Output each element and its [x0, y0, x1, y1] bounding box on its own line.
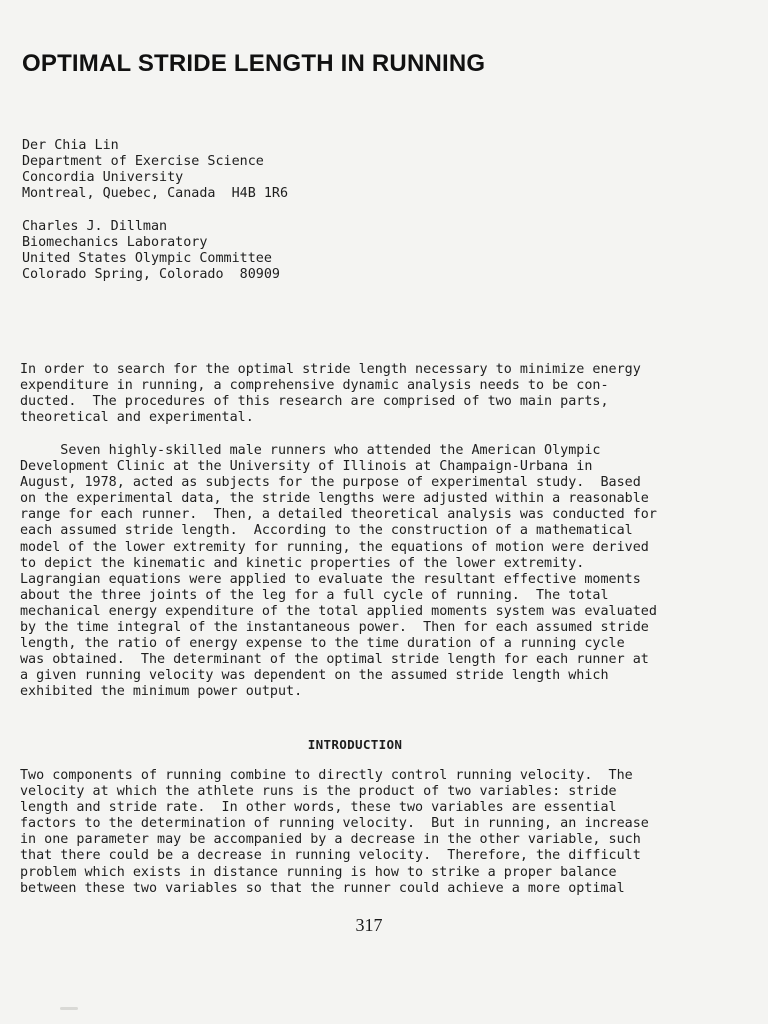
text-line: on the experimental data, the stride lengths were adjusted within a reasonable: [20, 491, 649, 507]
author-institution: United States Olympic Committee: [22, 251, 272, 267]
text-line: Two components of running combine to directly control running velocity. The: [20, 768, 633, 783]
text-line: in one parameter may be accompanied by a decrease in the other variable, such: [20, 832, 641, 848]
text-line: Development Clinic at the University of Illinois at Champaign-Urbana in: [20, 459, 593, 475]
scan-smudge: [60, 1007, 78, 1010]
author-name: Der Chia Lin: [22, 138, 119, 153]
author-address: Montreal, Quebec, Canada H4B 1R6: [22, 186, 289, 202]
introduction-paragraph: [20, 768, 710, 897]
text-line: Seven highly-skilled male runners who attended the American Olympic: [20, 443, 601, 458]
text-line: August, 1978, acted as subjects for the purpose of experimental study. Based: [20, 475, 641, 491]
text-line: by the time integral of the instantaneous power. Then for each assumed stride: [20, 620, 649, 636]
text-line: each assumed stride length. According to the construction of a mathematical: [20, 523, 633, 539]
author-affiliation-1: [22, 138, 288, 202]
abstract-paragraph-2: [20, 443, 710, 701]
abstract-paragraph-1: [20, 362, 710, 426]
text-line: ducted. The procedures of this research are comprised of two main parts,: [20, 394, 609, 410]
author-institution: Concordia University: [22, 170, 184, 186]
text-line: to depict the kinematic and kinetic properties of the lower extremity.: [20, 555, 585, 571]
section-heading-introduction: INTRODUCTION: [307, 737, 403, 752]
text-line: range for each runner. Then, a detailed theoretical analysis was conducted for: [20, 507, 657, 523]
text-line: factors to the determination of running velocity. But in running, an increase: [20, 816, 649, 832]
text-line: that there could be a decrease in running velocity. Therefore, the difficult: [20, 848, 641, 864]
text-line: velocity at which the athlete runs is the product of two variables: stride: [20, 784, 617, 800]
text-line: about the three joints of the leg for a full cycle of running. The total: [20, 587, 609, 603]
text-line: length and stride rate. In other words, these two variables are essential: [20, 800, 617, 816]
text-line: length, the ratio of energy expense to the time duration of a running cycle: [20, 636, 625, 652]
text-line: expenditure in running, a comprehensive dynamic analysis needs to be con-: [20, 378, 609, 394]
text-line: model of the lower extremity for running, the equations of motion were derived: [20, 539, 649, 555]
author-department: Department of Exercise Science: [22, 154, 264, 170]
text-line: a given running velocity was dependent on the assumed stride length which: [20, 668, 609, 684]
author-department: Biomechanics Laboratory: [22, 235, 208, 251]
paper-title: OPTIMAL STRIDE LENGTH IN RUNNING: [22, 50, 486, 77]
text-line: Lagrangian equations were applied to evaluate the resultant effective moments: [20, 571, 641, 587]
author-affiliation-2: [22, 219, 280, 283]
text-line: problem which exists in distance running is how to strike a proper balance: [20, 864, 617, 880]
author-name: Charles J. Dillman: [22, 219, 168, 234]
page-number: 317: [355, 915, 383, 935]
text-line: theoretical and experimental.: [20, 410, 254, 426]
text-line: was obtained. The determinant of the optimal stride length for each runner at: [20, 652, 649, 668]
author-address: Colorado Spring, Colorado 80909: [22, 267, 280, 283]
text-line: mechanical energy expenditure of the total applied moments system was evaluated: [20, 603, 657, 619]
text-line: In order to search for the optimal stride length necessary to minimize energy: [20, 362, 641, 377]
text-line: exhibited the minimum power output.: [20, 684, 303, 700]
text-line: between these two variables so that the runner could achieve a more optimal: [20, 880, 625, 896]
